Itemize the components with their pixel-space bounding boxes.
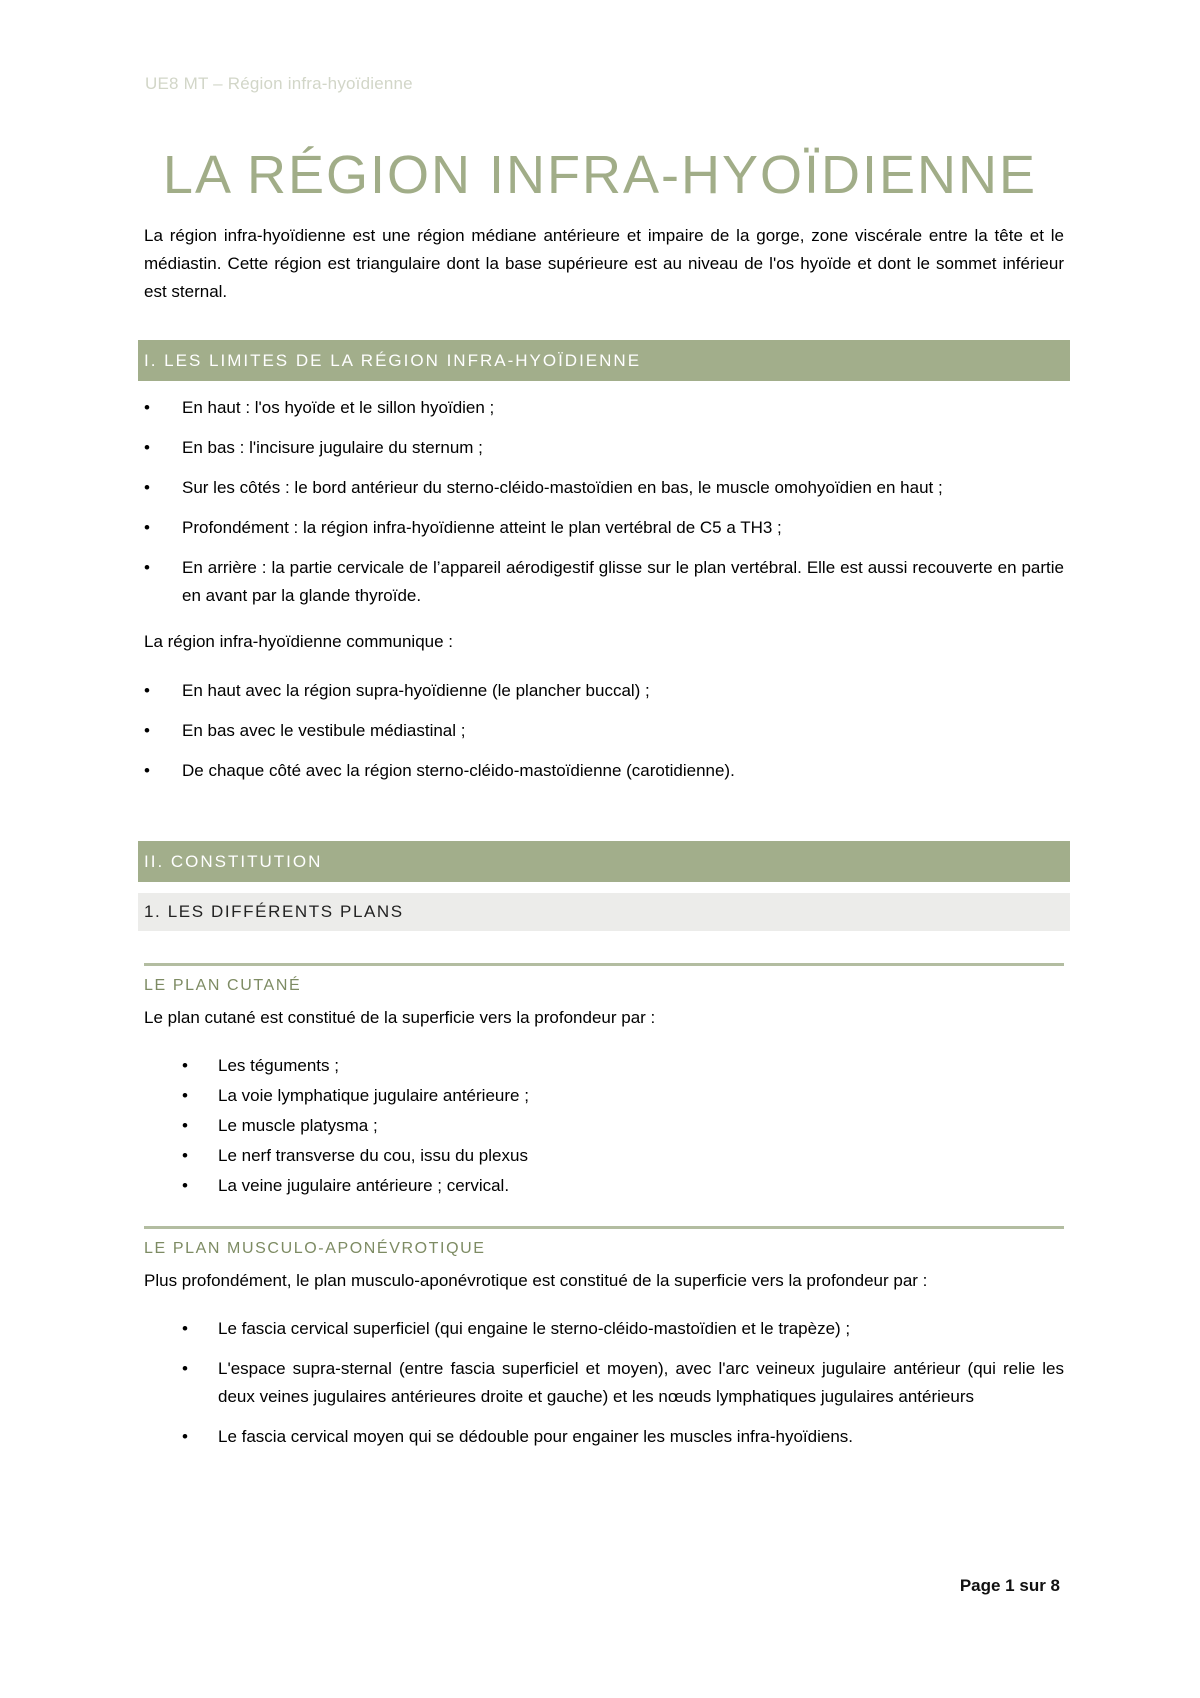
bullet-icon: • [144, 438, 150, 457]
intro-paragraph: La région infra-hyoïdienne est une région médiane antérieure et impaire de la gorge, zone viscérale entre la tête et le médiastin. Cette région est triangulaire dont la base supérieure est au niveau de l'os hyoïde et dont le sommet inférieur est sternal. [144, 226, 1064, 301]
bullet-icon: • [144, 478, 150, 497]
list-item [144, 1423, 1064, 1451]
list-item [144, 757, 1064, 785]
communique-list [144, 677, 1064, 785]
subsection-heading-plans: 1. LES DIFFÉRENTS PLANS [138, 893, 1070, 931]
list-item [144, 1355, 1064, 1411]
musculo-list [144, 1315, 1064, 1451]
list-item [144, 474, 1064, 502]
heading-plan-cutane: LE PLAN CUTANÉ [144, 963, 1064, 997]
bullet-icon: • [182, 1359, 188, 1378]
list-item-text: En bas avec le vestibule médiastinal ; [182, 721, 466, 740]
bullet-icon: • [182, 1086, 188, 1105]
bullet-icon: • [182, 1146, 188, 1165]
musculo-intro: Plus profondément, le plan musculo-aponévrotique est constitué de la superficie vers la profondeur par : [144, 1271, 928, 1290]
list-item-text: La voie lymphatique jugulaire antérieure ; [218, 1086, 529, 1105]
page-number: Page 1 sur 8 [959, 1576, 1060, 1595]
bullet-icon: • [144, 398, 150, 417]
heading-plan-musculo-aponevrotique: LE PLAN MUSCULO-APONÉVROTIQUE [144, 1226, 1064, 1260]
bullet-icon: • [144, 518, 150, 537]
cutane-list [144, 1052, 1064, 1200]
list-item-text: En bas : l'incisure jugulaire du sternum ; [182, 438, 483, 457]
list-item-text: En haut : l'os hyoïde et le sillon hyoïdien ; [182, 398, 495, 417]
list-item [144, 1082, 1064, 1110]
bullet-icon: • [182, 1319, 188, 1338]
bullet-icon: • [182, 1056, 188, 1075]
section-heading-constitution: II. CONSTITUTION [138, 841, 1070, 882]
list-item-text: L'espace supra-sternal (entre fascia superficiel et moyen), avec l'arc veineux jugulaire antérieur (qui relie les deux veines jugulaires antérieures droite et gauche) et les nœuds lymphatiques jugulaires antérieurs [218, 1359, 1064, 1406]
running-header: UE8 MT – Région infra-hyoïdienne [145, 74, 413, 93]
list-item [144, 1172, 1064, 1200]
cutane-intro: Le plan cutané est constitué de la superficie vers la profondeur par : [144, 1008, 656, 1027]
list-item [144, 717, 1064, 745]
list-item-text: Le nerf transverse du cou, issu du plexus [218, 1146, 528, 1165]
bullet-icon: • [182, 1176, 188, 1195]
bullet-icon: • [144, 761, 150, 780]
document-title: LA RÉGION INFRA-HYOÏDIENNE [162, 145, 1038, 205]
bullet-icon: • [144, 681, 150, 700]
section-heading-limites: I. LES LIMITES DE LA RÉGION INFRA-HYOÏDIENNE [138, 340, 1070, 381]
list-item-text: De chaque côté avec la région sterno-cléido-mastoïdienne (carotidienne). [182, 761, 735, 780]
list-item-text: Le fascia cervical superficiel (qui engaine le sterno-cléido-mastoïdien et le trapèze) ; [218, 1319, 851, 1338]
list-item-text: Les téguments ; [218, 1056, 339, 1075]
list-item-text: Le fascia cervical moyen qui se dédouble pour engainer les muscles infra-hyoïdiens. [218, 1427, 854, 1446]
list-item-text: Sur les côtés : le bord antérieur du sterno-cléido-mastoïdien en bas, le muscle omohyoïdien en haut ; [182, 478, 943, 497]
list-item-text: La veine jugulaire antérieure ; cervical. [218, 1176, 510, 1195]
list-item [144, 1142, 1064, 1170]
list-item-text: En arrière : la partie cervicale de l’appareil aérodigestif glisse sur le plan vertébral. Elle est aussi recouverte en partie en avant par la glande thyroïde. [182, 558, 1064, 605]
bullet-icon: • [144, 558, 150, 577]
list-item [144, 677, 1064, 705]
bullet-icon: • [144, 721, 150, 740]
list-item [144, 1315, 1064, 1343]
bullet-icon: • [182, 1427, 188, 1446]
document-body [144, 222, 1064, 1463]
list-item [144, 434, 1064, 462]
list-item-text: Le muscle platysma ; [218, 1116, 378, 1135]
communique-intro: La région infra-hyoïdienne communique : [144, 632, 454, 651]
list-item-text: Profondément : la région infra-hyoïdienne atteint le plan vertébral de C5 a TH3 ; [182, 518, 782, 537]
list-item [144, 1052, 1064, 1080]
limits-list [144, 394, 1064, 610]
list-item [144, 1112, 1064, 1140]
list-item [144, 394, 1064, 422]
bullet-icon: • [182, 1116, 188, 1135]
list-item [144, 554, 1064, 610]
list-item-text: En haut avec la région supra-hyoïdienne (le plancher buccal) ; [182, 681, 650, 700]
list-item [144, 514, 1064, 542]
